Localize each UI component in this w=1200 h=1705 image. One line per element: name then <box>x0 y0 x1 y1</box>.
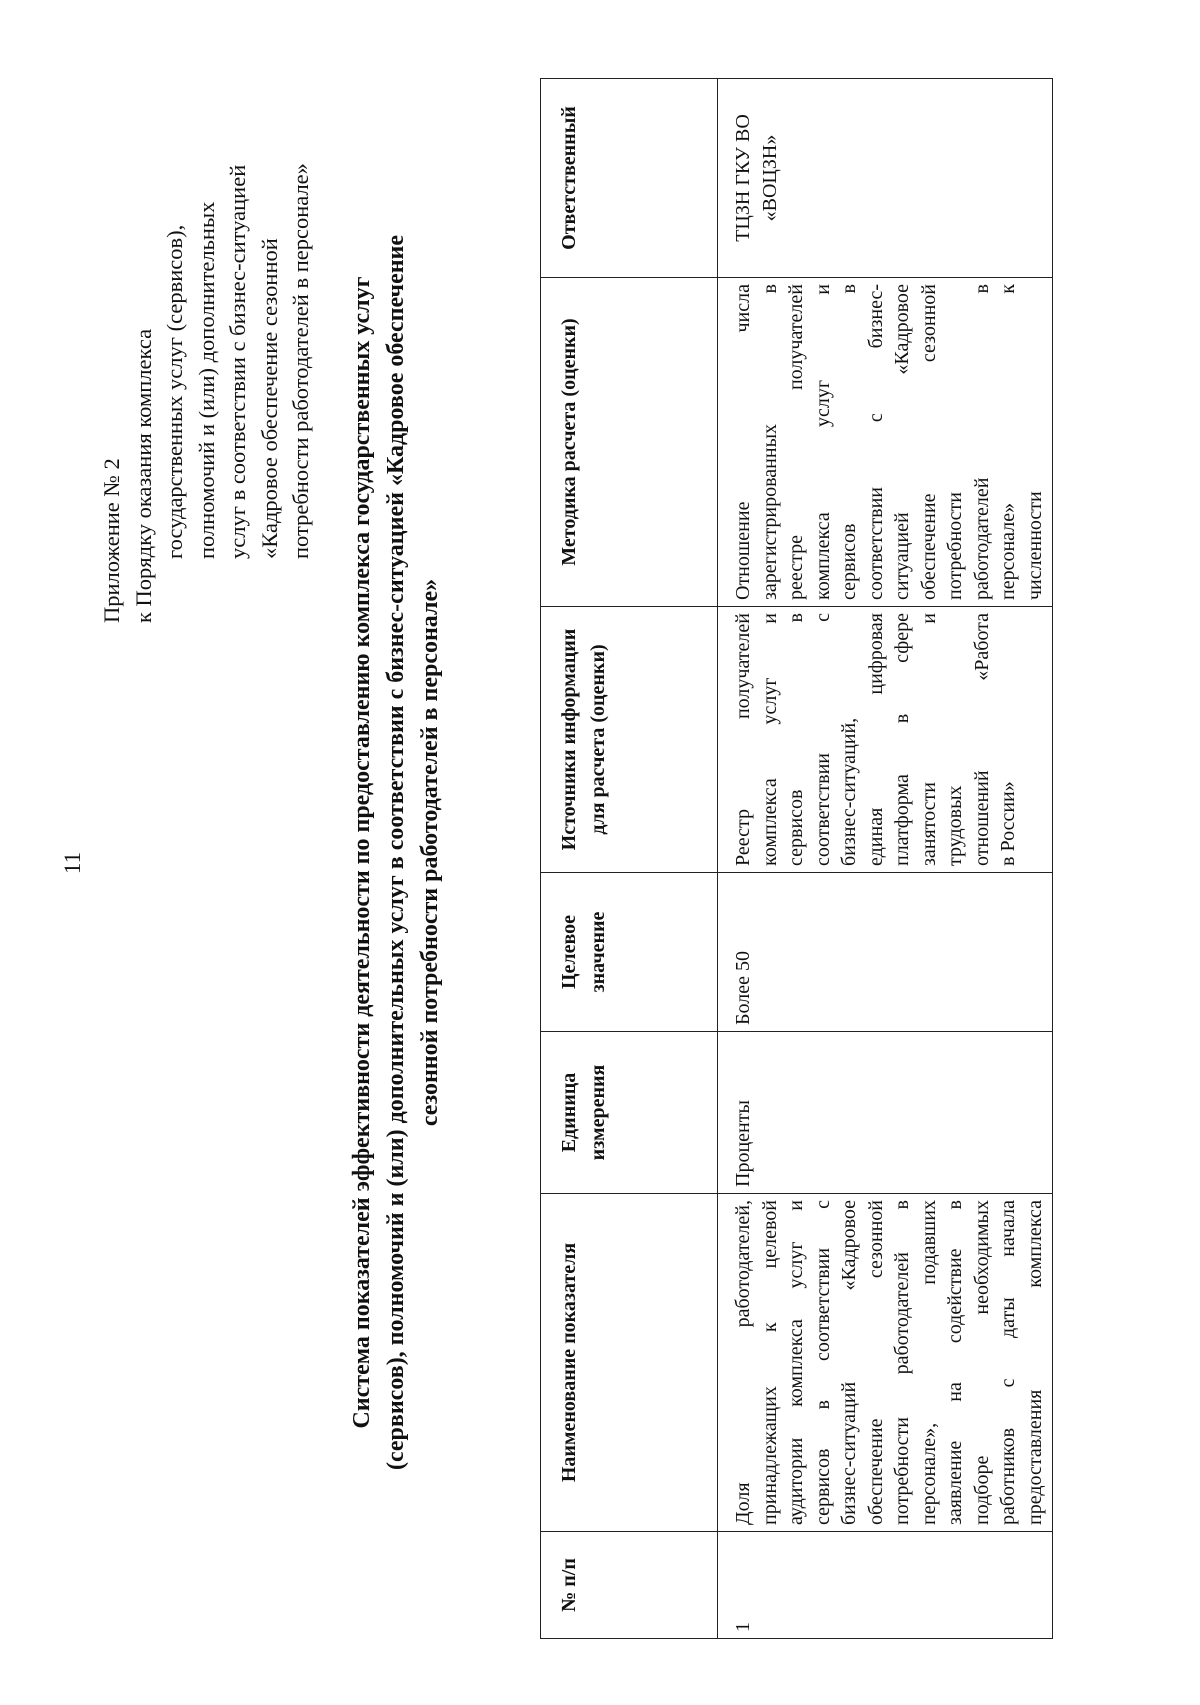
cell-line: Отношение числа <box>732 284 754 600</box>
cell-line: сервисов в соответствии с <box>811 1200 834 1525</box>
cell-line: сервисов в <box>838 284 860 600</box>
cell-line: Реестр получателей <box>732 613 754 866</box>
cell-line: ситуацией «Кадровое <box>891 284 913 600</box>
header-sources: Источники информации для расчета (оценки) <box>541 607 718 873</box>
header-unit: Единица измерения <box>541 1032 718 1194</box>
cell-line: зарегистрированных в <box>758 284 781 600</box>
cell-number: 1 <box>718 1532 1053 1639</box>
cell-target-value: Более 50 <box>718 873 1053 1032</box>
cell-line: заявление на содействие в <box>944 1200 966 1525</box>
title-line: (сервисов), полномочий и (или) дополнительных услуг в соответствии с бизнес-ситуацией «Кадровое обеспечение <box>383 234 409 1471</box>
cell-line: трудовых <box>944 785 966 866</box>
cell-line: реестре получателей <box>785 284 807 600</box>
table-row <box>718 79 1053 1639</box>
appendix-line: к Порядку оказания комплекса <box>130 328 156 623</box>
cell-unit: Проценты <box>718 1032 1053 1194</box>
cell-line: бизнес-ситуаций «Кадровое <box>838 1200 860 1525</box>
cell-line: потребности <box>944 492 966 600</box>
cell-line: занятости и <box>917 613 940 866</box>
appendix-line: полномочий и (или) дополнительных <box>193 201 219 559</box>
header-responsible: Ответственный <box>541 79 718 278</box>
appendix-line: Приложение № 2 <box>99 458 124 623</box>
header-method: Методика расчета (оценки) <box>541 278 718 607</box>
appendix-line: потребности работодателей в персонале» <box>288 163 313 559</box>
cell-line: работодателей в <box>970 284 993 600</box>
cell-line: бизнес-ситуаций, <box>838 717 860 866</box>
cell-indicator-name <box>718 1194 1053 1532</box>
appendix-line: «Кадровое обеспечение сезонной <box>256 238 282 559</box>
cell-line: работников с даты начала <box>997 1200 1019 1525</box>
cell-line: обеспечение сезонной <box>864 1200 887 1525</box>
cell-line: предоставления комплекса <box>1023 1200 1046 1525</box>
cell-line: комплекса услуг и <box>758 613 781 866</box>
cell-line: обеспечение сезонной <box>917 284 940 600</box>
title-line: Система показателей эффективности деятельности по предоставлению комплекса государственных услуг <box>349 276 375 1429</box>
appendix-line: государственных услуг (сервисов), <box>162 224 187 559</box>
cell-line: подборе необходимых <box>970 1200 993 1525</box>
cell-method <box>718 278 1053 607</box>
cell-line: платформа в сфере <box>891 613 913 866</box>
header-target-value: Целевое значение <box>541 873 718 1032</box>
cell-line: принадлежащих к целевой <box>758 1200 781 1525</box>
cell-line: Доля работодателей, <box>732 1200 754 1525</box>
title-line: сезонной потребности работодателей в персонале» <box>417 578 443 1127</box>
cell-line: соответствии с бизнес- <box>864 284 887 600</box>
cell-sources <box>718 607 1053 873</box>
page-number: 11 <box>60 851 85 875</box>
cell-line: персонале», подавших <box>917 1200 940 1525</box>
cell-line: потребности работодателей в <box>891 1200 913 1525</box>
document-title <box>345 60 447 1645</box>
header-number: № п/п <box>541 1532 718 1639</box>
cell-line: сервисов в <box>785 613 807 866</box>
appendix-line: услуг в соответствии с бизнес-ситуацией <box>225 164 250 559</box>
cell-line: численности <box>1023 491 1046 600</box>
table-header-row <box>541 79 718 1639</box>
appendix-note <box>96 23 317 623</box>
header-indicator-name: Наименование показателя <box>541 1194 718 1532</box>
cell-line: соответствии с <box>811 613 834 866</box>
cell-responsible: ТЦЗН ГКУ ВО «ВОЦЗН» <box>718 79 1053 278</box>
cell-line: комплекса услуг и <box>811 284 834 600</box>
cell-line: аудитории комплекса услуг и <box>785 1200 807 1525</box>
cell-line: в России» <box>997 781 1019 866</box>
cell-line: единая цифровая <box>864 613 887 866</box>
cell-line: персонале» к <box>997 284 1019 600</box>
cell-line: отношений «Работа <box>970 613 993 866</box>
indicators-table <box>540 78 1053 1639</box>
